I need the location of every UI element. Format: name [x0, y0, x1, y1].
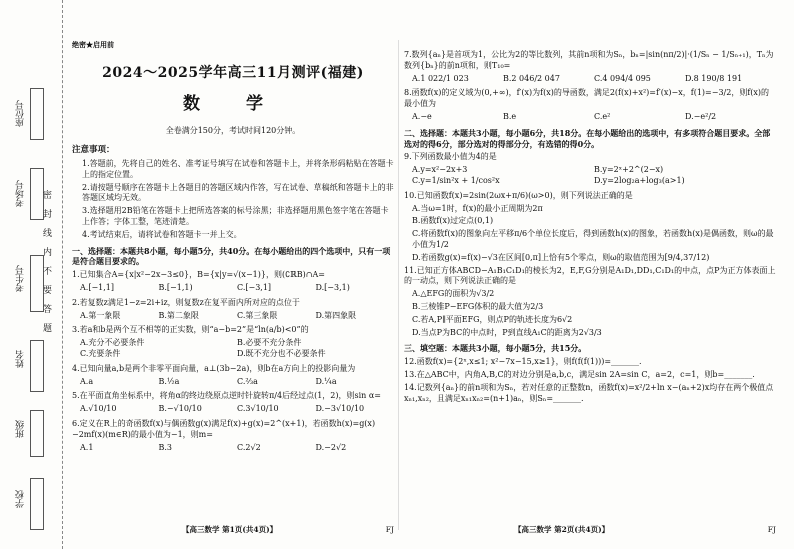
option: B.必要不充分条件 [237, 338, 302, 348]
class-label: 班级 [16, 420, 26, 438]
option: C.充要条件 [80, 349, 121, 359]
option: B.e [503, 111, 517, 121]
notice-block [72, 145, 394, 241]
notice-item: 4.考试结束后，请将试卷和答题卡一并上交。 [82, 229, 242, 239]
question-9-options [412, 165, 776, 187]
option: C.若A,P∥平面EFG，则点P的轨迹长度为6√2 [412, 314, 573, 324]
option: D.第四象限 [315, 310, 357, 320]
exam-meta: 全卷满分150分，考试时间120分钟。 [165, 125, 301, 135]
seal-line-text: 密封线内不要答题 [41, 190, 51, 342]
page-1 [72, 48, 394, 533]
room-label: 考场号 [16, 180, 26, 207]
question-4-options [80, 377, 394, 388]
option: B.½a [158, 376, 180, 386]
option: D.−e²/2 [685, 111, 717, 121]
option: A.[−1,1] [80, 283, 114, 293]
question-6: 6.定义在R上的奇函数f(x)与偶函数g(x)满足f(x)+g(x)=2^(x+1)，若函数h(x)=g(x)−2mf(x)(m∈R)的最小值为−1，则m= [72, 419, 376, 439]
option: D.当点P为BC的中点时，P到直线A₁C的距离为2√3/3 [412, 327, 602, 337]
option: A.第一象限 [80, 310, 121, 320]
option: B.函数f(x)过定点(0,1) [412, 216, 494, 226]
page-2-code: FJ [767, 524, 776, 534]
question-11: 11.已知正方体ABCD−A₁B₁C₁D₁的棱长为2，E,F,G分别是A₁D₁,DD₁,C₁D₁的中点，点P为正方体表面上的一动点，则下列说法正确的是 [404, 265, 776, 286]
notice-item: 1.答题前，先将自己的姓名、准考证号填写在试卷和答题卡上，并将条形码粘贴在答题卡上的指定位置。 [82, 159, 394, 179]
option: C.y=1/sin²x + 1/cos²x [412, 175, 500, 185]
question-2-options [80, 311, 394, 322]
option: B.y=2ˣ+2^(2−x) [594, 165, 664, 175]
option: B.3 [158, 442, 173, 452]
option: C.第三象限 [237, 310, 278, 320]
subject-title: 数 学 [183, 93, 283, 114]
option: C.2√2 [237, 442, 261, 452]
seat-box [30, 88, 44, 140]
option: D.若函数g(x)=f(x)−√3在区间[0,π]上恰有5个零点，则ω的取值范围为[9/4,37/12) [412, 252, 710, 262]
option: A.√10/10 [80, 404, 117, 414]
option: C.⅔a [237, 376, 258, 386]
page-2 [404, 50, 776, 533]
option: C.4 094/4 095 [594, 73, 651, 83]
option: A.1 022/1 023 [412, 73, 469, 83]
option: B.−√10/10 [158, 404, 202, 414]
question-10: 10.已知函数f(x)=2sin(2ωx+π/6)(ω>0)，则下列说法正确的是 [404, 190, 633, 200]
option: A.1 [80, 442, 94, 452]
name-box [30, 340, 44, 392]
option: D.y=2log₂a+log₃(a>1) [594, 175, 685, 185]
section-1-heading: 一、选择题：本题共8小题，每小题5分，共40分。在每小题给出的四个选项中，只有一项是符合题目要求的。 [72, 245, 391, 267]
option: D.¼a [315, 376, 337, 386]
question-7-options [412, 74, 776, 85]
question-6-options [80, 443, 394, 454]
option: D.−2√2 [315, 442, 347, 452]
question-3: 3.若a和b是两个互不相等的正实数，则“a−b=2”是“ln(a/b)<0”的 [72, 325, 309, 335]
seat-label: 座位号 [16, 100, 26, 127]
question-1: 1.已知集合A={x|x²−2x−3≤0}，B={x|y=√(x−1)}，则(∁ℝB)∩A= [72, 270, 325, 280]
exam-title: 2024～2025学年高三11月测评(福建) [102, 65, 364, 81]
question-5: 5.在平面直角坐标系中，将角α的终边绕原点逆时针旋转π/4后经过点(1，2)，则sin α= [72, 391, 381, 401]
class-box [30, 410, 44, 457]
option: D.[−3,1) [315, 283, 350, 293]
question-12: 12.函数f(x)={2ˣ,x≤1; x²−7x−15,x≥1}，则f(f(f(1)))=_______. [404, 357, 642, 367]
question-3-options [80, 338, 394, 360]
option: D.既不充分也不必要条件 [237, 349, 326, 359]
option: C.3√10/10 [237, 404, 279, 414]
option: B.第二象限 [158, 310, 199, 320]
name-label: 姓名 [16, 350, 26, 368]
page-2-footer: 【高三数学 第2页(共4页)】 [514, 524, 610, 534]
question-7: 7.数列{aₙ}是首项为1，公比为2的等比数列，其前n项和为Sₙ，bₙ=|sin(nπ/2)|·(1/Sₙ − 1/Sₙ₊₁)，Tₙ为数列{bₙ}的前n项和，则T₁₀= [404, 50, 774, 70]
section-3-heading: 三、填空题：本题共3小题，每小题5分，共15分。 [404, 343, 587, 354]
question-5-options [80, 404, 394, 415]
option: A.y=x²−2x+3 [412, 165, 468, 175]
option: B.三棱锥P−EFG体积的最大值为2/3 [412, 301, 544, 311]
section-2-heading: 二、选择题：本题共3小题，每小题6分，共18分。在每小题给出的选项中，有多项符合题目要求。全部选对的得6分，部分选对的得部分分，有选错的得0分。 [404, 127, 771, 149]
question-13: 13.在△ABC中，内角A,B,C的对边分别是a,b,c，满足sin 2A=sin C，a=2，c=1，则b=_______. [404, 369, 755, 379]
notice-item: 2.请按题号顺序在答题卡上各题目的答题区域内作答，写在试卷、草稿纸和答题卡上的非答题区域均无效。 [82, 182, 394, 203]
question-4: 4.已知向量a,b是两个非零平面向量，a⊥(3b−2a)，则b在a方向上的投影向量为 [72, 363, 356, 373]
question-9: 9.下列函数最小值为4的是 [404, 152, 497, 162]
notice-heading: 注意事项： [72, 144, 115, 155]
option: A.充分不必要条件 [80, 338, 145, 348]
option: A.a [80, 376, 94, 386]
page-1-footer: 【高三数学 第1页(共4页)】 [182, 524, 278, 534]
question-1-options [80, 283, 394, 294]
option: C.e² [594, 111, 611, 121]
question-14: 14.记数列{aₙ}的前n项和为Sₙ，若对任意的正整数n，函数f(x)=x²/2+ln x−(aₙ+2)x均存在两个极值点xₙ₁,xₙ₂，且满足xₙ₁xₙ₂=(n+1)aₙ，则Sₙ=_______. [404, 382, 774, 403]
question-2: 2.若复数z满足1−z=2i+iz，则复数z在复平面内所对应的点位于 [72, 297, 300, 307]
option: C.将函数f(x)的图象向左平移π/6个单位长度后，得到函数h(x)的图象，若函数h(x)是偶函数，则ω的最小值为1/2 [412, 229, 774, 249]
option: D.8 190/8 191 [685, 73, 743, 83]
binding-strip [0, 0, 63, 549]
page-1-code: FJ [385, 524, 394, 534]
notice-item: 3.选择题用2B铅笔在答题卡上把所选答案的标号涂黑；非选择题用黑色签字笔在答题卡上作答；字体工整，笔迹清楚。 [82, 206, 389, 227]
question-8-options [412, 112, 776, 123]
option: B.[−1,1) [158, 283, 193, 293]
school-label: 学校 [16, 490, 26, 508]
confidential-mark: 绝密★启用前 [72, 40, 114, 49]
school-box [30, 478, 44, 530]
page-divider [398, 40, 399, 530]
question-8: 8.函数f(x)的定义域为(0,+∞)，f′(x)为f(x)的导函数，满足2(f(x)+x²)=f′(x)−x，f(1)=−3/2，则f(x)的最小值为 [404, 88, 770, 109]
option: A.−e [412, 111, 432, 121]
option: A.△EFG的面积为√3/2 [412, 289, 495, 299]
option: A.当ω=1时，f(x)的最小正周期为2π [412, 203, 543, 213]
option: C.[−3,1] [237, 283, 272, 293]
exam-no-label: 考生号 [16, 265, 26, 292]
option: B.2 046/2 047 [503, 73, 560, 83]
option: D.−3√10/10 [315, 404, 365, 414]
